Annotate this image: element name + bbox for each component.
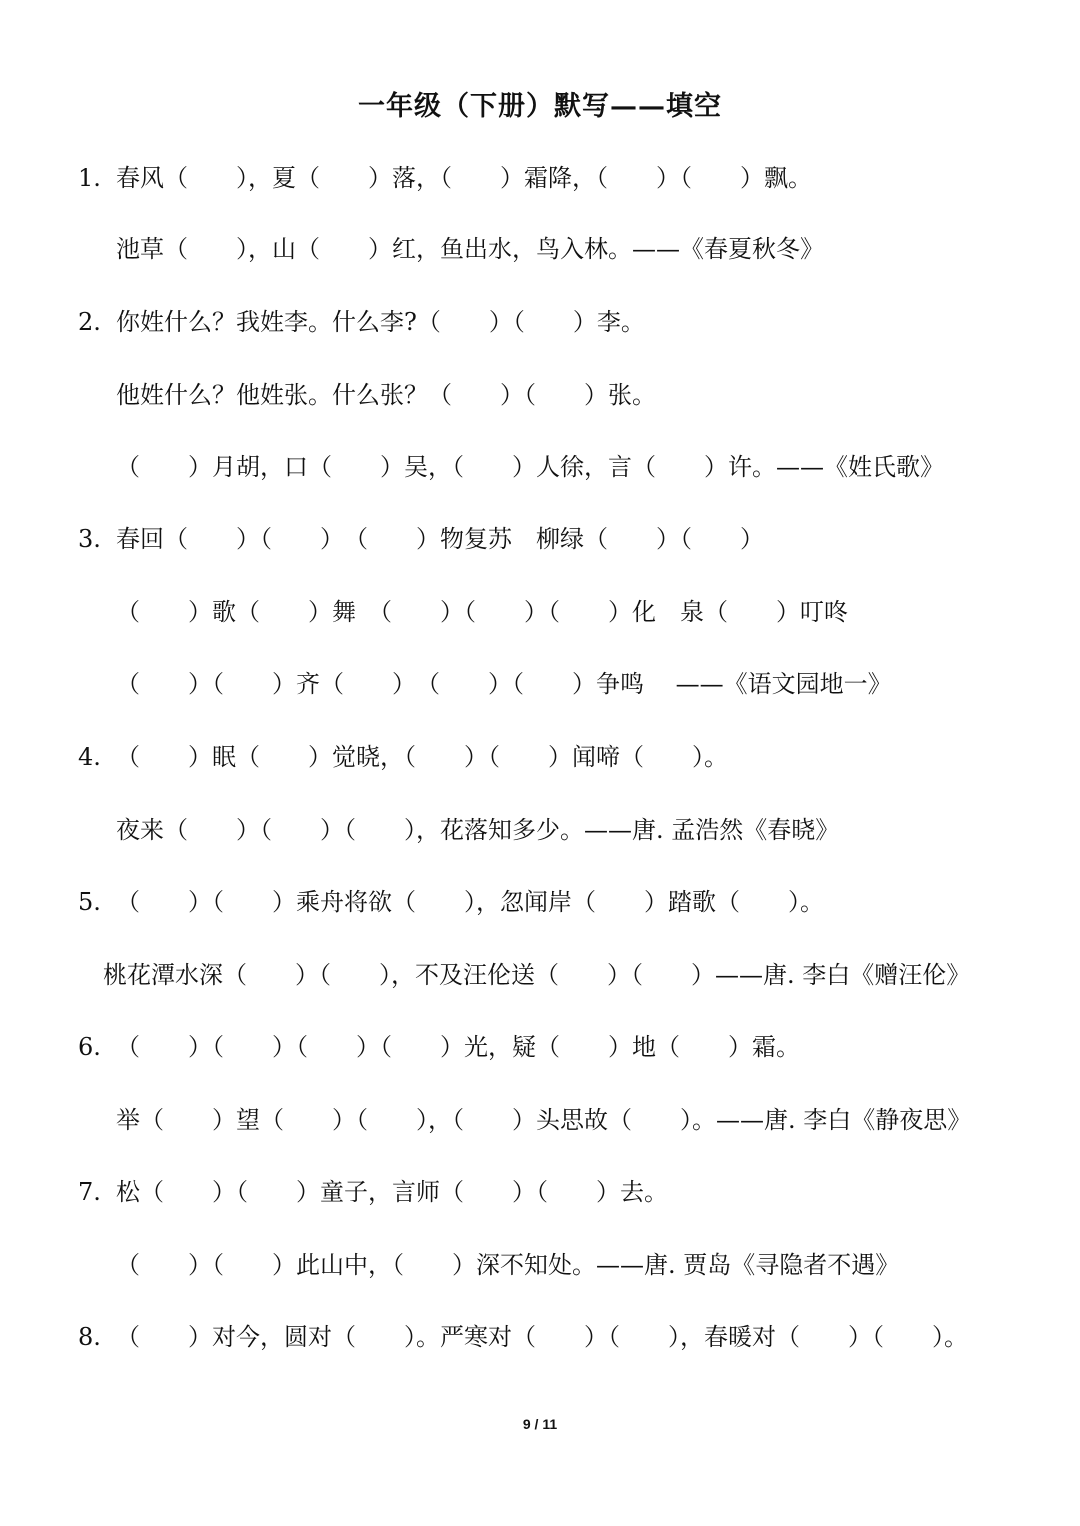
question-line: 春回（ ）（ ） （ ）物复苏 柳绿（ ）（ ） <box>116 525 764 553</box>
question-line: 春风（ ），夏（ ）落，（ ）霜降，（ ）（ ）飘。 <box>116 164 812 192</box>
question-line: 举（ ）望（ ）（ ），（ ）头思故（ ）。——唐. 李白《静夜思》 <box>116 1106 972 1134</box>
question-line: 桃花潭水深（ ）（ ），不及汪伦送（ ）（ ）——唐. 李白《赠汪伦》 <box>103 961 971 989</box>
question-number: 1. <box>78 164 101 192</box>
question-line: 你姓什么？我姓李。什么李?（ ）（ ）李。 <box>116 308 645 336</box>
question-line: （ ）对今，圆对（ ）。严寒对（ ）（ ），春暖对（ ）（ ）。 <box>116 1323 968 1351</box>
question-line: 松（ ）（ ）童子，言师（ ）（ ）去。 <box>116 1178 668 1206</box>
question-number: 4. <box>78 743 101 771</box>
question-line: （ ）（ ）齐（ ） （ ）（ ）争鸣 ——《语文园地一》 <box>116 670 892 698</box>
question-line: 池草（ ），山（ ）红，鱼出水，鸟入林。——《春夏秋冬》 <box>116 235 824 263</box>
page-title: 一年级（下册）默写——填空 <box>358 91 722 122</box>
question-number: 2. <box>78 308 101 336</box>
question-number: 3. <box>78 525 101 553</box>
question-line: （ ）（ ）（ ）（ ）光，疑（ ）地（ ）霜。 <box>116 1033 800 1061</box>
question-number: 6. <box>78 1033 101 1061</box>
question-line: 夜来（ ）（ ）（ ），花落知多少。——唐. 孟浩然《春晓》 <box>116 816 840 844</box>
question-line: （ ）月胡，口（ ）吴，（ ）人徐，言（ ）许。——《姓氏歌》 <box>116 453 944 481</box>
question-number: 8. <box>78 1323 101 1351</box>
question-line: （ ）（ ）乘舟将欲（ ），忽闻岸（ ）踏歌（ ）。 <box>116 888 824 916</box>
question-line: 他姓什么？他姓张。什么张？（ ）（ ）张。 <box>116 381 656 409</box>
page-indicator: 9 / 11 <box>522 1416 558 1432</box>
question-line: （ ）歌（ ）舞 （ ）（ ）（ ）化 泉（ ）叮咚 <box>116 598 848 626</box>
question-number: 7. <box>78 1178 101 1206</box>
question-line: （ ）（ ）此山中，（ ）深不知处。——唐. 贾岛《寻隐者不遇》 <box>116 1251 900 1279</box>
question-line: （ ）眠（ ）觉晓，（ ）（ ）闻啼（ ）。 <box>116 743 728 771</box>
question-number: 5. <box>78 888 101 916</box>
